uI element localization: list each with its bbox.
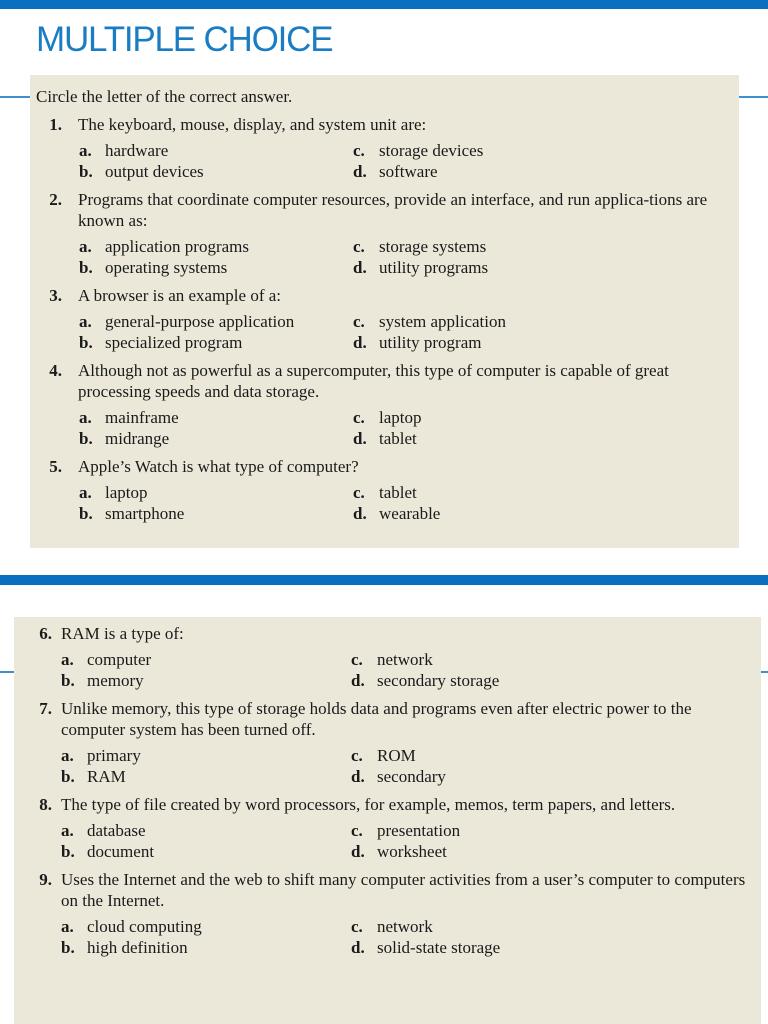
option-letter[interactable]: a. — [61, 821, 74, 840]
option-text: RAM — [87, 767, 126, 786]
answer-option[interactable] — [351, 745, 651, 766]
answer-option[interactable] — [79, 257, 353, 278]
question-text: Uses the Internet and the web to shift many computer activities from a user’s computer to computers on the Internet. — [61, 870, 746, 910]
question-stem — [36, 360, 733, 402]
option-text: document — [87, 842, 155, 861]
answer-option[interactable] — [79, 140, 353, 161]
option-text: primary — [87, 746, 141, 765]
question-item — [22, 623, 753, 691]
question-number: 7. — [39, 699, 52, 718]
answer-option[interactable] — [351, 670, 651, 691]
option-text: utility programs — [379, 258, 489, 277]
answer-option[interactable] — [353, 332, 653, 353]
question-list-1 — [36, 114, 733, 524]
answer-option[interactable] — [353, 257, 653, 278]
answer-option[interactable] — [61, 916, 351, 937]
answer-options — [79, 407, 733, 449]
answer-option[interactable] — [353, 161, 653, 182]
answer-option[interactable] — [61, 670, 351, 691]
question-item — [36, 360, 733, 449]
option-letter[interactable]: b. — [61, 671, 75, 690]
answer-option[interactable] — [79, 236, 353, 257]
option-letter[interactable]: d. — [353, 333, 367, 352]
option-text: presentation — [377, 821, 461, 840]
option-letter[interactable]: c. — [353, 408, 365, 427]
option-text: application programs — [105, 237, 249, 256]
option-letter[interactable]: c. — [353, 141, 365, 160]
top-rule — [0, 0, 768, 9]
option-text: computer — [87, 650, 152, 669]
option-letter[interactable]: b. — [61, 767, 75, 786]
answer-options — [79, 482, 733, 524]
option-text: hardware — [105, 141, 169, 160]
margin-tick-left-1 — [0, 96, 30, 98]
margin-tick-right-1 — [739, 96, 768, 98]
option-text: general-purpose application — [105, 312, 295, 331]
answer-option[interactable] — [79, 161, 353, 182]
option-letter[interactable]: b. — [79, 162, 93, 181]
option-letter[interactable]: d. — [353, 162, 367, 181]
answer-option[interactable] — [351, 916, 651, 937]
question-item — [22, 698, 753, 787]
option-letter[interactable]: d. — [351, 671, 365, 690]
answer-options — [79, 236, 733, 278]
question-stem — [36, 456, 733, 477]
option-letter[interactable]: b. — [61, 842, 75, 861]
answer-option[interactable] — [351, 649, 651, 670]
answer-option[interactable] — [351, 766, 651, 787]
question-number: 9. — [39, 870, 52, 889]
question-stem — [22, 869, 753, 911]
option-text: midrange — [105, 429, 170, 448]
option-letter[interactable]: d. — [353, 258, 367, 277]
section-divider-rule — [0, 575, 768, 585]
answer-option[interactable] — [61, 745, 351, 766]
answer-option[interactable] — [353, 236, 653, 257]
option-text: cloud computing — [87, 917, 202, 936]
option-letter[interactable]: a. — [79, 312, 92, 331]
option-letter[interactable]: a. — [79, 408, 92, 427]
page-title: MULTIPLE CHOICE — [36, 20, 333, 59]
option-text: laptop — [105, 483, 148, 502]
answer-option[interactable] — [353, 311, 653, 332]
question-stem — [36, 189, 733, 231]
question-text: Apple’s Watch is what type of computer? — [78, 457, 359, 476]
answer-option[interactable] — [79, 428, 353, 449]
question-number: 5. — [49, 457, 62, 476]
option-text: wearable — [379, 504, 441, 523]
option-text: secondary — [377, 767, 446, 786]
option-text: system application — [379, 312, 507, 331]
question-number: 1. — [49, 115, 62, 134]
answer-option[interactable] — [79, 503, 353, 524]
question-stem — [22, 698, 753, 740]
option-letter[interactable]: b. — [79, 333, 93, 352]
answer-option[interactable] — [353, 428, 653, 449]
option-text: utility program — [379, 333, 482, 352]
answer-option[interactable] — [353, 140, 653, 161]
question-text: The type of file created by word processors, for example, memos, term papers, and letters. — [61, 795, 676, 814]
question-panel-1 — [30, 75, 739, 548]
option-letter[interactable]: d. — [353, 504, 367, 523]
answer-option[interactable] — [351, 841, 651, 862]
answer-option[interactable] — [61, 766, 351, 787]
option-letter[interactable]: a. — [79, 483, 92, 502]
answer-options — [61, 820, 753, 862]
option-text: storage systems — [379, 237, 487, 256]
margin-tick-left-2 — [0, 671, 14, 673]
question-number: 6. — [39, 624, 52, 643]
question-stem — [36, 285, 733, 306]
question-item — [22, 794, 753, 862]
answer-option[interactable] — [353, 503, 653, 524]
question-number: 3. — [49, 286, 62, 305]
option-text: secondary storage — [377, 671, 500, 690]
question-number: 4. — [49, 361, 62, 380]
answer-option[interactable] — [79, 332, 353, 353]
option-letter[interactable]: c. — [351, 917, 363, 936]
answer-options — [79, 311, 733, 353]
option-letter[interactable]: c. — [351, 821, 363, 840]
answer-option[interactable] — [61, 649, 351, 670]
option-letter[interactable]: b. — [61, 938, 75, 957]
option-letter[interactable]: a. — [61, 917, 74, 936]
question-item — [22, 869, 753, 958]
option-text: tablet — [379, 429, 417, 448]
option-letter[interactable]: c. — [353, 237, 365, 256]
option-text: tablet — [379, 483, 417, 502]
option-text: operating systems — [105, 258, 228, 277]
option-text: output devices — [105, 162, 204, 181]
option-letter[interactable]: c. — [353, 483, 365, 502]
question-text: The keyboard, mouse, display, and system unit are: — [78, 115, 427, 134]
answer-options — [61, 649, 753, 691]
question-number: 8. — [39, 795, 52, 814]
option-letter[interactable]: d. — [351, 938, 365, 957]
question-stem — [36, 114, 733, 135]
answer-option[interactable] — [351, 820, 651, 841]
option-text: software — [379, 162, 438, 181]
answer-option[interactable] — [61, 937, 351, 958]
option-text: storage devices — [379, 141, 484, 160]
option-text: high definition — [87, 938, 188, 957]
option-letter[interactable]: a. — [79, 237, 92, 256]
question-list-2 — [22, 623, 753, 958]
option-letter[interactable]: a. — [79, 141, 92, 160]
question-text: RAM is a type of: — [61, 624, 184, 643]
option-text: specialized program — [105, 333, 243, 352]
option-text: ROM — [377, 746, 416, 765]
question-item — [36, 114, 733, 182]
option-letter[interactable]: b. — [79, 429, 93, 448]
answer-options — [61, 916, 753, 958]
answer-option[interactable] — [353, 482, 653, 503]
question-item — [36, 189, 733, 278]
option-letter[interactable]: d. — [351, 767, 365, 786]
question-text: Unlike memory, this type of storage holds data and programs even after electric power to the computer system has been turned off. — [61, 699, 692, 739]
option-text: network — [377, 917, 433, 936]
answer-option[interactable] — [353, 407, 653, 428]
option-text: memory — [87, 671, 144, 690]
option-text: smartphone — [105, 504, 185, 523]
answer-option[interactable] — [61, 841, 351, 862]
option-letter[interactable]: c. — [353, 312, 365, 331]
answer-options — [61, 745, 753, 787]
answer-option[interactable] — [79, 482, 353, 503]
instruction-text: Circle the letter of the correct answer. — [36, 87, 293, 106]
answer-options — [79, 140, 733, 182]
answer-option[interactable] — [79, 407, 353, 428]
option-text: worksheet — [377, 842, 447, 861]
option-text: laptop — [379, 408, 422, 427]
question-text: Although not as powerful as a supercomputer, this type of computer is capable of great processing speeds and data storage. — [78, 361, 669, 401]
option-letter[interactable]: d. — [351, 842, 365, 861]
question-stem — [22, 623, 753, 644]
answer-option[interactable] — [351, 937, 651, 958]
question-item — [36, 285, 733, 353]
question-number: 2. — [49, 190, 62, 209]
option-text: mainframe — [105, 408, 179, 427]
answer-option[interactable] — [61, 820, 351, 841]
question-text: A browser is an example of a: — [78, 286, 281, 305]
option-text: database — [87, 821, 146, 840]
option-letter[interactable]: c. — [351, 650, 363, 669]
option-text: solid-state storage — [377, 938, 501, 957]
option-letter[interactable]: c. — [351, 746, 363, 765]
question-panel-2 — [14, 617, 761, 1024]
option-letter[interactable]: b. — [79, 504, 93, 523]
option-letter[interactable]: b. — [79, 258, 93, 277]
answer-option[interactable] — [79, 311, 353, 332]
option-text: network — [377, 650, 433, 669]
option-letter[interactable]: a. — [61, 746, 74, 765]
option-letter[interactable]: d. — [353, 429, 367, 448]
option-letter[interactable]: a. — [61, 650, 74, 669]
margin-tick-right-2 — [761, 671, 768, 673]
question-text: Programs that coordinate computer resources, provide an interface, and run applica-tions are known as: — [78, 190, 708, 230]
question-stem — [22, 794, 753, 815]
question-item — [36, 456, 733, 524]
